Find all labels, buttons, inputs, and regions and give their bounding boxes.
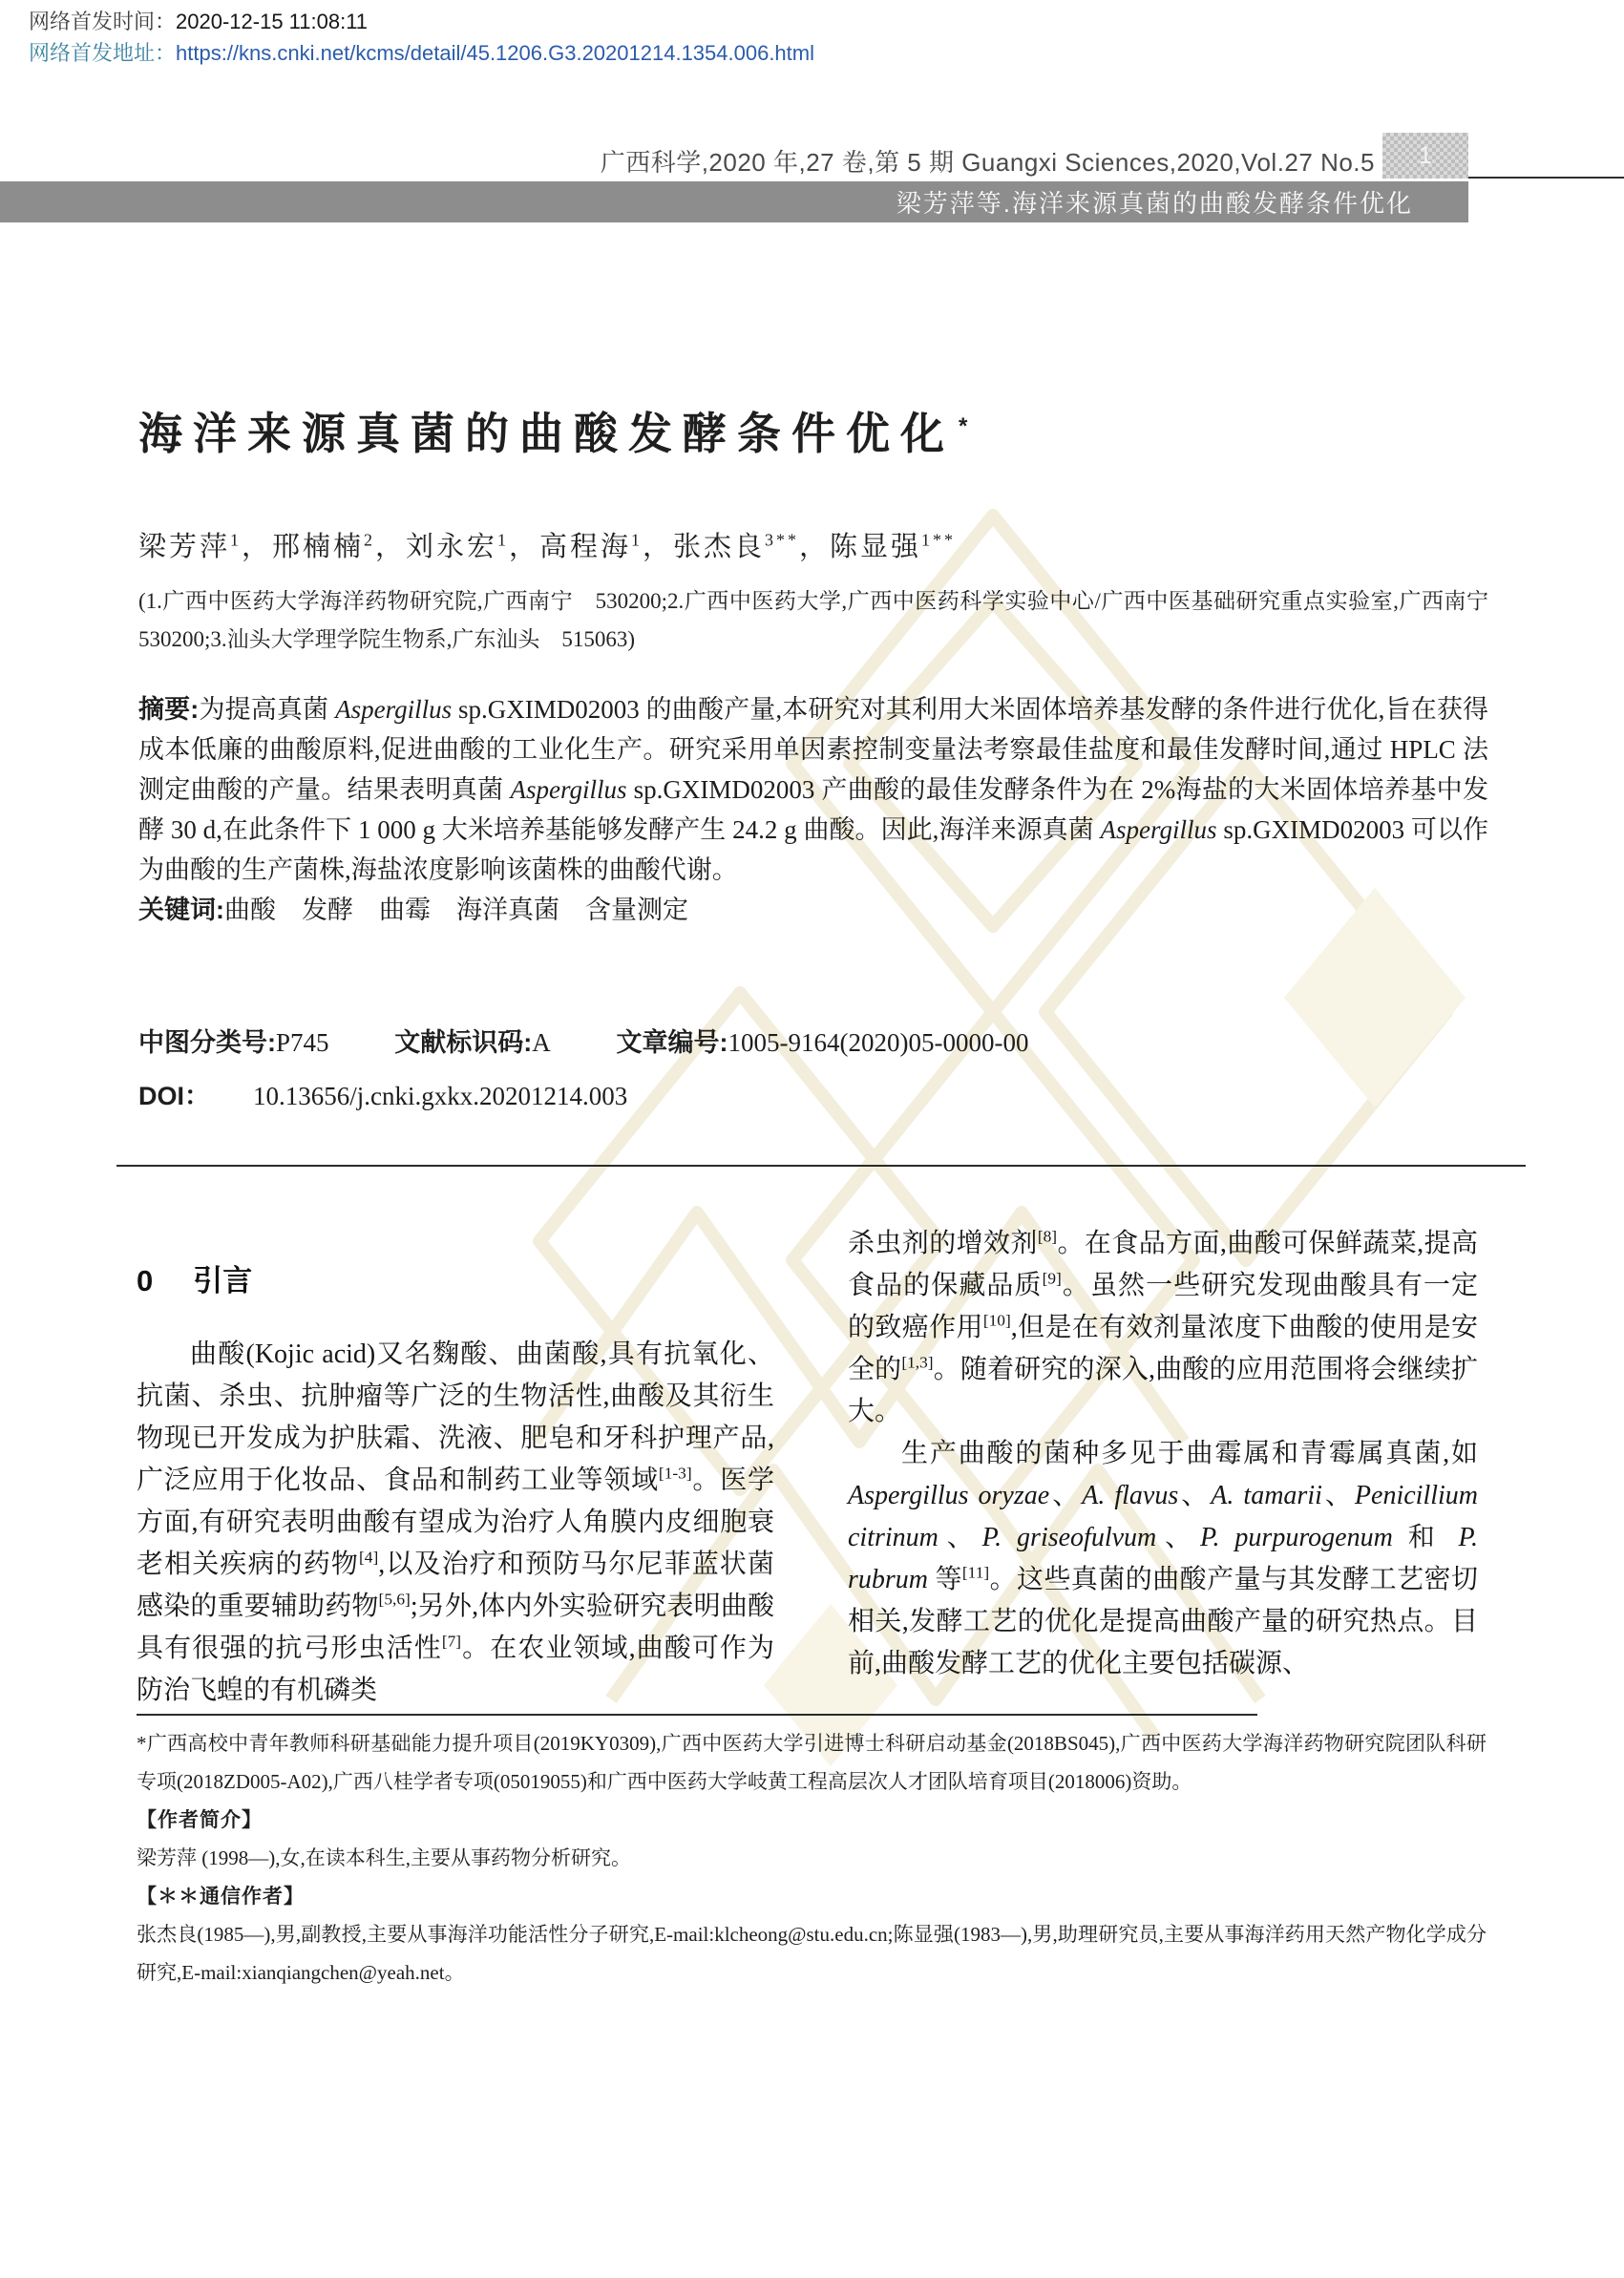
abstract-paragraph (138, 689, 1488, 890)
funding-note: *广西高校中青年教师科研基础能力提升项目(2019KY0309),广西中医药大学引进博士科研启动基金(2018BS045),广西中医药大学海洋药物研究院团队科研专项(2018ZD005-A02),广西八桂学者专项(05019055)和广西中医药大学岐黄工程高层次人才团队培育项目(2018006)资助。 (137, 1732, 1487, 1793)
prepublish-time-value: 2020-12-15 11:08:11 (176, 10, 369, 33)
article-no-pair (617, 1028, 1029, 1057)
header-rule (1468, 177, 1624, 179)
prepublish-meta (29, 6, 814, 69)
doi-value: 10.13656/j.cnki.gxkx.20201214.003 (253, 1082, 628, 1110)
prepublish-url-link[interactable]: https://kns.cnki.net/kcms/detail/45.1206.G3.20201214.1354.006.html (176, 41, 814, 65)
keywords-label: 关键词: (138, 896, 224, 924)
article-title (138, 399, 967, 462)
section-heading-introduction (137, 1256, 774, 1299)
article-no-label: 文章编号: (616, 1028, 728, 1057)
footnotes-block (137, 1724, 1487, 1992)
body-column-right (848, 1223, 1478, 1685)
prepublish-time-row (29, 6, 814, 37)
doc-code-pair (394, 1028, 551, 1057)
clc-value: P745 (276, 1028, 329, 1057)
page-number-badge (1382, 133, 1468, 179)
keywords-text: 曲酸 发酵 曲霉 海洋真菌 含量测定 (224, 896, 688, 924)
article-title-text: 海洋来源真菌的曲酸发酵条件优化 (138, 409, 955, 458)
author-bio: 梁芳萍 (1998—),女,在读本科生,主要从事药物分析研究。 (137, 1846, 631, 1869)
page-number: 1 (1419, 141, 1432, 169)
prepublish-time-label: 网络首发时间： (29, 10, 177, 33)
classification-line (138, 1022, 1029, 1059)
affiliation-line: (1.广西中医药大学海洋药物研究院,广西南宁 530200;2.广西中医药大学,广西中医药科学实验中心/广西中医基础研究重点实验室,广西南宁 530200;3.汕头大学理学院生物系,广东汕头 515063) (138, 589, 1510, 651)
corresponding-author-bio: 张杰良(1985—),男,副教授,主要从事海洋功能活性分子研究,E-mail:klcheong@stu.edu.cn;陈显强(1983—),男,助理研究员,主要从事海洋药用天然产物化学成分研究,E-mail:xianqiangchen@yeah.net。 (137, 1923, 1487, 1984)
section-number: 0 (137, 1264, 154, 1297)
clc-pair (138, 1028, 329, 1057)
footnote-rule (137, 1714, 1257, 1716)
authors-line: 梁芳萍$^1$，邢楠楠$^2$，刘永宏$^1$，高程海$^1$，张杰良$^{3**}$，陈显强$^{1**}$ (138, 530, 956, 562)
producers-paragraph: 生产曲酸的菌种多见于曲霉属和青霉属真菌,如 Aspergillus oryzae、A. flavus、A. tamarii、Penicillium citrinum、P. griseofulvum、P. purpurogenum 和 P. rubrum 等[11]。这些真菌的曲酸产量与其发酵工艺密切相关,发酵工艺的优化是提高曲酸产量的研究热点。目前,曲酸发酵工艺的优化主要包括碳源、 (848, 1439, 1478, 1678)
doi-line (138, 1075, 627, 1112)
doc-code-value: A (532, 1028, 551, 1057)
abstract-text: 为提高真菌 Aspergillus sp.GXIMD02003 的曲酸产量,本研究对其利用大米固体培养基发酵的条件进行优化,旨在获得成本低廉的曲酸原料,促进曲酸的工业化生产。研究采用单因素控制变量法考察最佳盐度和最佳发酵时间,通过 HPLC 法测定曲酸的产量。结果表明真菌 Aspergillus sp.GXIMD02003 产曲酸的最佳发酵条件为在 2%海盐的大米固体培养基中发酵 30 d,在此条件下 1 000 g 大米培养基能够发酵产生 24.2 g 曲酸。因此,海洋来源真菌 Aspergillus sp.GXIMD02003 可以作为曲酸的生产菌株,海盐浓度影响该菌株的曲酸代谢。 (138, 695, 1489, 884)
article-no-value: 1005-9164(2020)05-0000-00 (728, 1028, 1029, 1057)
corresponding-author-header: 【＊＊通信作者】 (137, 1885, 305, 1908)
title-footnote-mark: * (959, 412, 968, 439)
journal-header-line: 广西科学,2020 年,27 卷,第 5 期 Guangxi Sciences,2020,Vol.27 No.5 (600, 148, 1375, 177)
abstract-block (138, 689, 1488, 930)
running-title-bar (0, 181, 1468, 222)
section-title: 引言 (193, 1264, 253, 1297)
body-column-left (137, 1256, 774, 1712)
doc-code-label: 文献标识码: (394, 1028, 533, 1057)
intro-paragraph-right-continued: 杀虫剂的增效剂[8]。在食品方面,曲酸可保鲜蔬菜,提高食品的保藏品质[9]。虽然一些研究发现曲酸具有一定的致癌作用[10],但是在有效剂量浓度下曲酸的使用是安全的[1,3]。随着研究的深入,曲酸的应用范围将会继续扩大。 (848, 1227, 1478, 1426)
prepublish-url-row (29, 37, 814, 69)
author-bio-header: 【作者简介】 (137, 1808, 263, 1831)
running-title: 梁芳萍等.海洋来源真菌的曲酸发酵条件优化 (896, 189, 1413, 218)
keywords-line (138, 890, 1488, 930)
section-divider-rule (116, 1165, 1526, 1167)
intro-paragraph-left: 曲酸(Kojic acid)又名麴酸、曲菌酸,具有抗氧化、抗菌、杀虫、抗肿瘤等广泛的生物活性,曲酸及其衍生物现已开发成为护肤霜、洗液、肥皂和牙科护理产品,广泛应用于化妆品、食品和制药工业等领域[1-3]。医学方面,有研究表明曲酸有望成为治疗人角膜内皮细胞衰老相关疾病的药物[4],以及治疗和预防马尔尼菲蓝状菌感染的重要辅助药物[5,6];另外,体内外实验研究表明曲酸具有很强的抗弓形虫活性[7]。在农业领域,曲酸可作为防治飞蝗的有机磷类 (137, 1339, 774, 1705)
abstract-label: 摘要: (138, 695, 200, 724)
prepublish-url-label: 网络首发地址： (29, 41, 177, 65)
clc-label: 中图分类号: (138, 1028, 276, 1057)
doi-label: DOI： (138, 1082, 211, 1110)
